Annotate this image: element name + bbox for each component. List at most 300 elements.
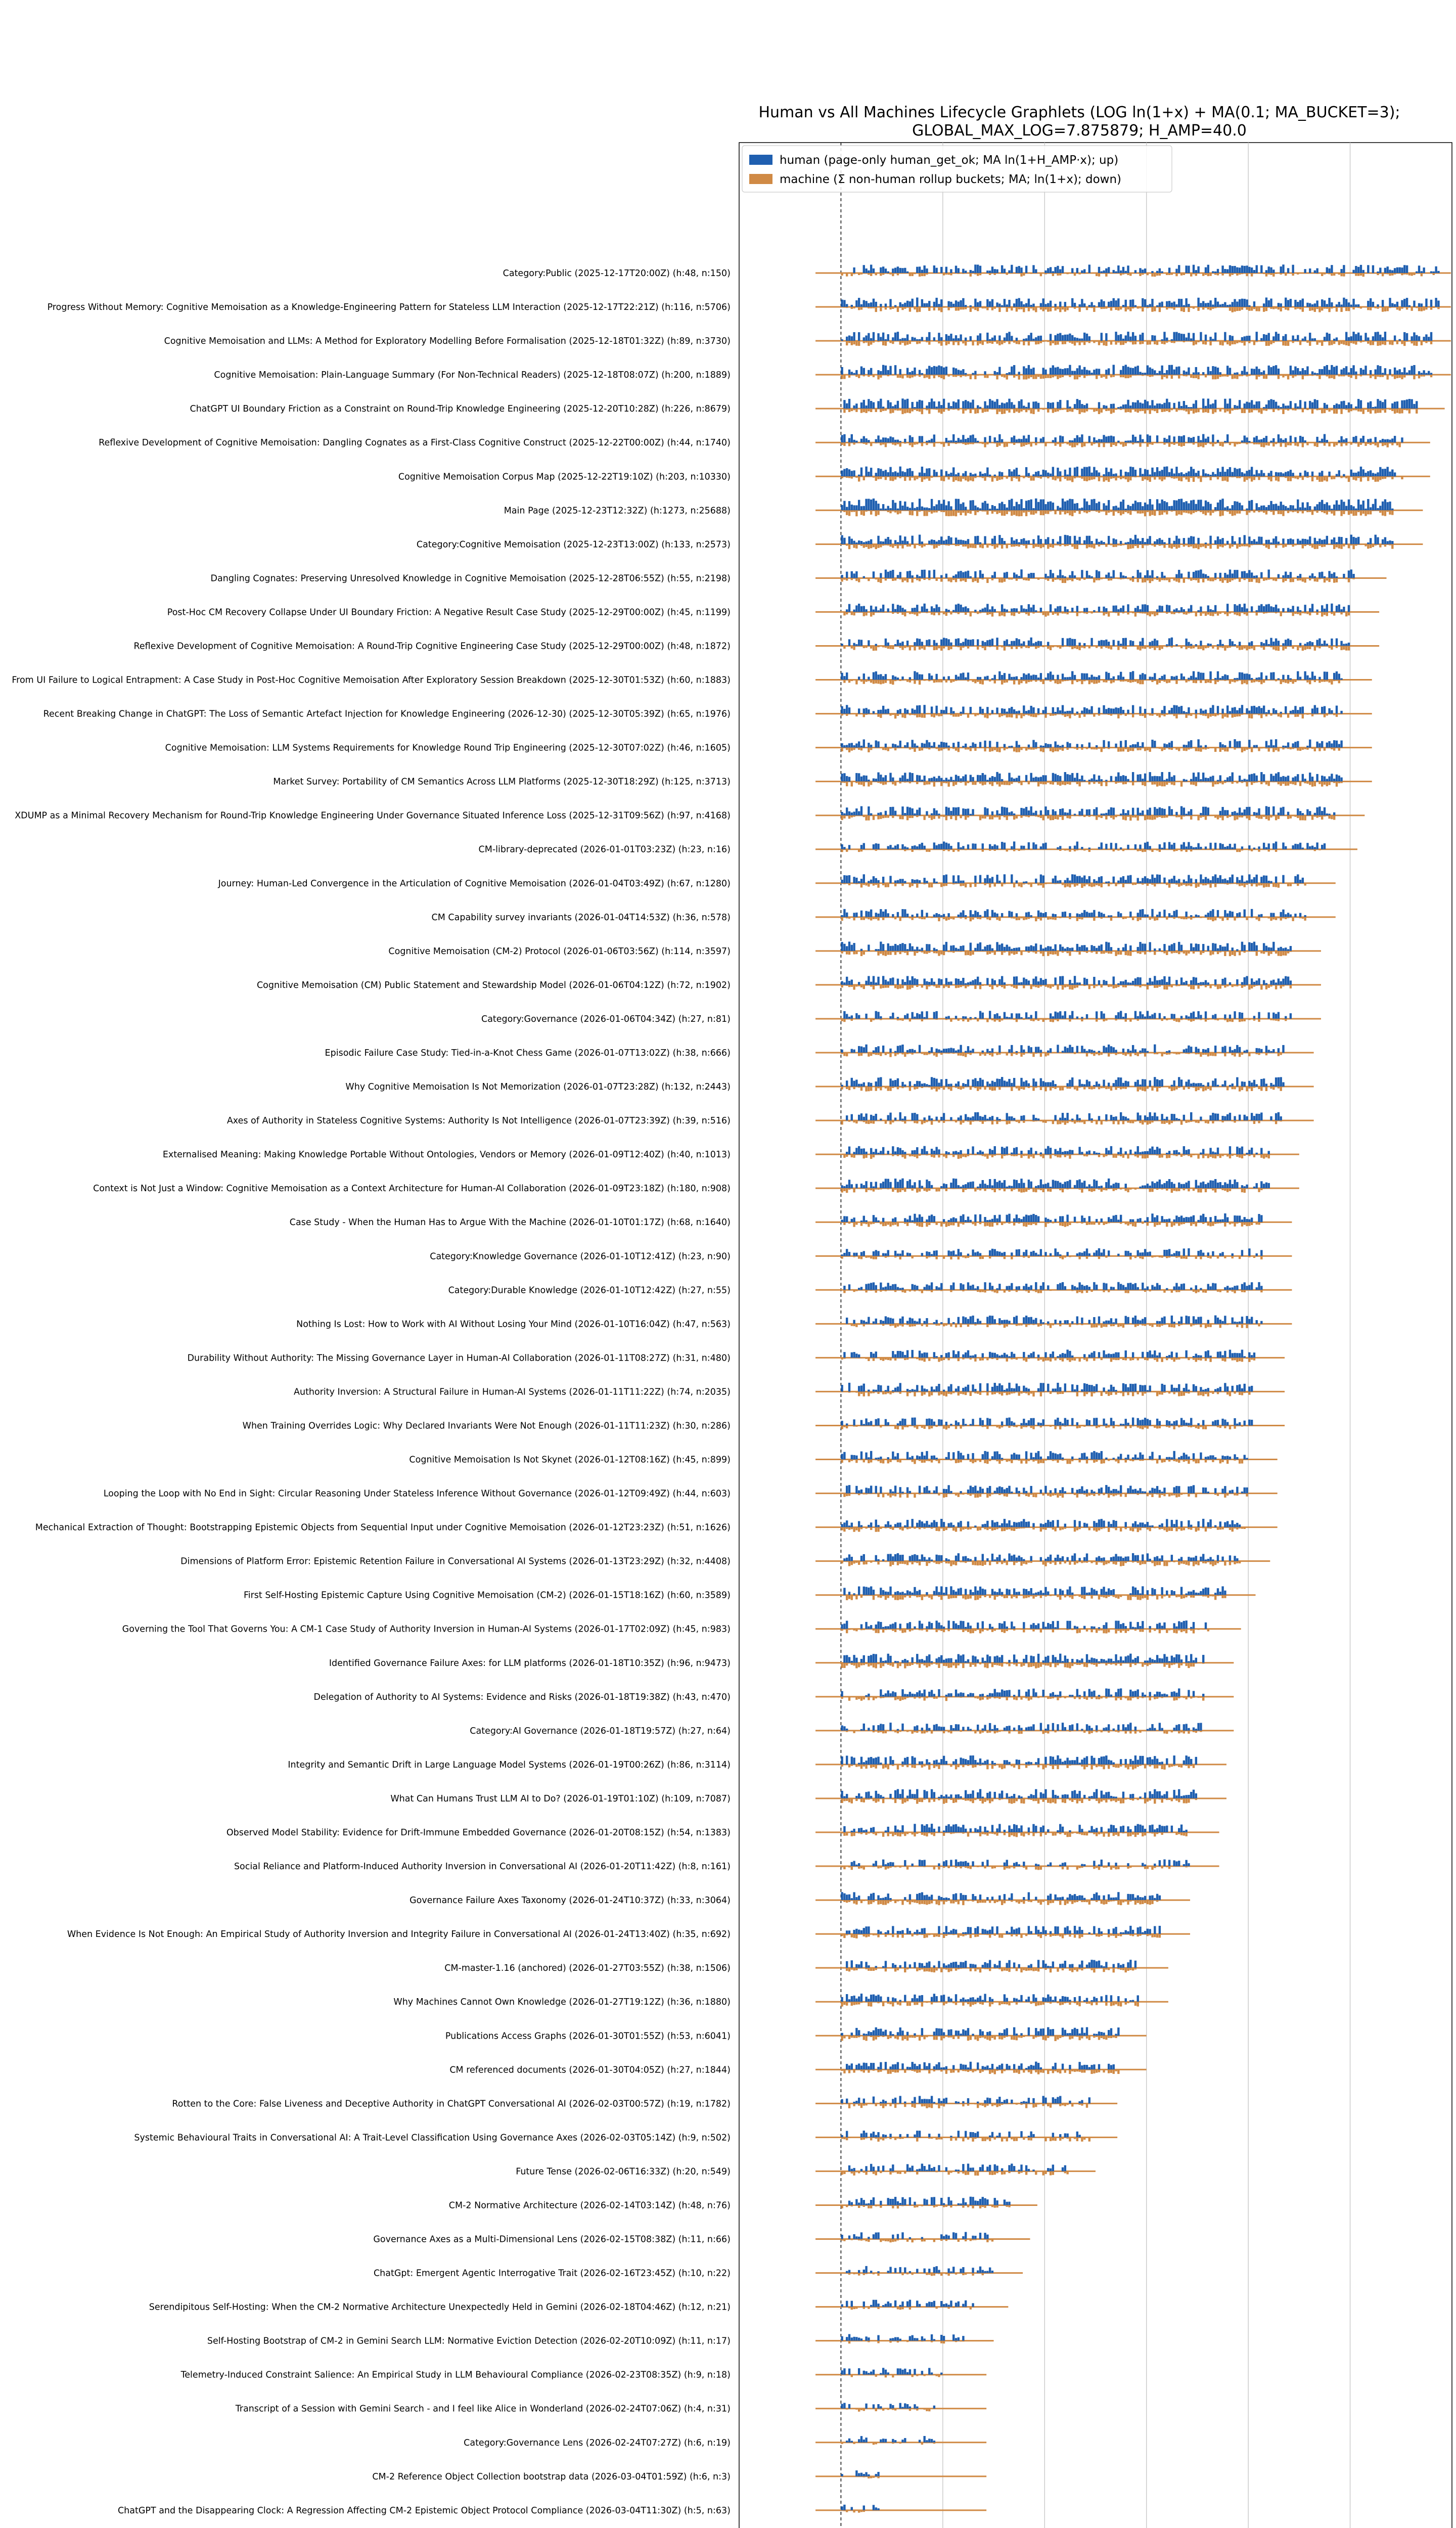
machine-bar <box>1280 476 1282 477</box>
machine-bar <box>1117 476 1119 478</box>
human-bar <box>1115 506 1117 510</box>
machine-bar <box>1127 578 1129 579</box>
human-bar <box>1159 678 1161 680</box>
human-bar <box>1168 435 1170 442</box>
human-bar <box>899 441 901 442</box>
machine-bar <box>914 409 916 410</box>
machine-bar <box>1370 375 1372 378</box>
human-bar <box>1101 272 1103 273</box>
machine-bar <box>1297 612 1299 614</box>
machine-bar <box>1059 578 1061 580</box>
human-bar <box>1311 708 1313 713</box>
machine-bar <box>1292 273 1294 276</box>
machine-bar <box>1299 748 1301 751</box>
human-bar <box>1352 365 1354 375</box>
machine-bar <box>1006 375 1008 379</box>
machine-bar <box>1239 646 1241 650</box>
machine-bar <box>1214 409 1216 412</box>
machine-bar <box>998 341 1000 345</box>
human-bar <box>1396 371 1398 375</box>
human-bar <box>1101 439 1103 442</box>
machine-bar <box>1292 544 1294 547</box>
machine-bar <box>1239 273 1241 275</box>
machine-bar <box>1384 442 1386 445</box>
machine-bar <box>846 273 848 277</box>
human-bar <box>1318 677 1321 680</box>
human-bar <box>906 507 908 510</box>
human-bar <box>977 536 979 545</box>
human-bar <box>1306 746 1308 748</box>
human-bar <box>1127 505 1129 511</box>
machine-bar <box>1132 476 1134 477</box>
human-bar <box>1122 305 1124 307</box>
human-bar <box>1331 539 1333 544</box>
machine-bar <box>1311 510 1313 515</box>
human-bar <box>885 674 887 680</box>
human-bar <box>1132 744 1134 748</box>
machine-bar <box>1105 341 1107 346</box>
machine-bar <box>1355 544 1357 546</box>
human-bar <box>1379 267 1381 273</box>
human-bar <box>1178 367 1180 375</box>
human-bar <box>1370 538 1372 544</box>
machine-bar <box>1377 442 1379 447</box>
machine-bar <box>1023 578 1025 580</box>
machine-bar <box>1110 646 1112 649</box>
human-bar <box>923 473 925 476</box>
human-bar <box>926 609 928 612</box>
machine-bar <box>1110 578 1112 580</box>
machine-bar <box>1125 341 1127 343</box>
machine-bar <box>1016 578 1018 580</box>
human-bar <box>1260 439 1262 442</box>
machine-bar <box>858 307 860 310</box>
human-bar <box>1357 267 1359 273</box>
machine-bar <box>1338 375 1340 376</box>
human-bar <box>1370 470 1372 476</box>
human-bar <box>1234 541 1236 545</box>
machine-bar <box>1062 748 1064 751</box>
human-bar <box>1290 572 1292 578</box>
human-bar <box>1304 671 1306 680</box>
human-bar <box>1151 271 1153 273</box>
human-bar <box>853 610 855 612</box>
machine-bar <box>1197 409 1199 412</box>
machine-bar <box>943 646 945 648</box>
machine-bar <box>1406 307 1408 309</box>
machine-bar <box>1001 341 1003 344</box>
human-bar <box>933 506 935 510</box>
machine-bar <box>977 510 979 512</box>
human-bar <box>1122 710 1124 714</box>
machine-bar <box>1350 375 1352 378</box>
machine-bar <box>1306 612 1308 614</box>
human-bar <box>1001 439 1003 443</box>
human-bar <box>880 573 882 578</box>
machine-bar <box>1013 409 1015 413</box>
human-bar <box>1285 506 1287 510</box>
machine-bar <box>1195 544 1197 548</box>
human-bar <box>846 304 848 307</box>
machine-bar <box>1064 714 1066 717</box>
human-bar <box>1166 744 1168 748</box>
machine-bar <box>1384 273 1386 274</box>
machine-bar <box>1023 375 1025 379</box>
machine-bar <box>1190 578 1192 580</box>
machine-bar <box>960 646 962 650</box>
machine-bar <box>904 612 906 616</box>
machine-bar <box>882 680 884 684</box>
machine-bar <box>928 409 930 414</box>
machine-bar <box>1311 748 1313 749</box>
machine-bar <box>935 680 937 683</box>
machine-bar <box>880 442 882 445</box>
machine-bar <box>958 476 960 481</box>
human-bar <box>1025 368 1027 375</box>
machine-bar <box>1195 273 1197 276</box>
human-bar <box>1006 304 1008 307</box>
machine-bar <box>1168 646 1170 647</box>
human-bar <box>1205 438 1207 442</box>
human-bar <box>970 402 972 409</box>
machine-bar <box>1071 409 1073 412</box>
human-bar <box>1132 402 1134 409</box>
human-bar <box>1328 472 1330 477</box>
machine-bar <box>931 714 933 717</box>
human-bar <box>1059 570 1061 578</box>
human-bar <box>970 746 972 747</box>
human-bar <box>1226 675 1228 680</box>
human-bar <box>1144 674 1146 680</box>
machine-bar <box>1156 612 1158 615</box>
machine-bar <box>1278 476 1280 481</box>
human-bar <box>1209 475 1211 476</box>
human-bar <box>1297 710 1299 713</box>
human-bar <box>870 539 872 545</box>
machine-bar <box>1430 341 1432 344</box>
human-bar <box>1129 300 1131 307</box>
human-bar <box>1050 334 1052 341</box>
human-bar <box>894 644 896 646</box>
human-bar <box>1379 366 1381 375</box>
machine-bar <box>1226 476 1228 481</box>
human-bar <box>1394 402 1396 409</box>
human-bar <box>1013 540 1015 544</box>
machine-bar <box>1302 646 1304 650</box>
machine-bar <box>1202 578 1204 582</box>
machine-bar <box>1362 273 1364 277</box>
human-bar <box>1219 472 1221 476</box>
human-bar <box>921 642 923 646</box>
machine-bar <box>1219 544 1221 547</box>
machine-bar <box>1265 748 1267 749</box>
machine-bar <box>1030 307 1032 308</box>
machine-bar <box>1171 307 1173 308</box>
machine-bar <box>1197 646 1199 649</box>
human-bar <box>1069 743 1071 748</box>
machine-bar <box>1090 476 1093 480</box>
human-bar <box>1340 436 1342 442</box>
human-bar <box>1168 301 1170 307</box>
machine-bar <box>1224 442 1226 443</box>
human-bar <box>1090 638 1093 646</box>
machine-bar <box>1224 646 1226 650</box>
human-bar <box>1081 404 1083 409</box>
human-bar <box>1059 606 1061 612</box>
machine-bar <box>943 375 945 379</box>
machine-bar <box>1066 578 1068 580</box>
human-bar <box>1117 407 1119 409</box>
machine-bar <box>909 714 911 715</box>
human-bar <box>1047 642 1049 646</box>
machine-bar <box>970 544 972 548</box>
machine-bar <box>877 476 879 479</box>
machine-bar <box>1413 273 1415 275</box>
machine-bar <box>998 409 1000 412</box>
machine-bar <box>1236 409 1238 410</box>
machine-bar <box>1161 476 1163 481</box>
machine-bar <box>1078 578 1080 580</box>
machine-bar <box>1248 748 1250 749</box>
human-bar <box>996 707 998 713</box>
human-bar <box>1324 403 1326 409</box>
machine-bar <box>868 510 870 511</box>
human-bar <box>1328 334 1330 341</box>
machine-bar <box>912 375 914 377</box>
human-bar <box>1008 399 1010 409</box>
human-bar <box>1384 439 1386 442</box>
machine-bar <box>1052 442 1054 443</box>
machine-bar <box>906 409 908 413</box>
machine-bar <box>1435 273 1437 274</box>
human-bar <box>855 505 857 510</box>
human-bar <box>1232 708 1234 714</box>
machine-bar <box>1050 341 1052 345</box>
human-bar <box>955 266 957 273</box>
machine-bar <box>1188 510 1190 513</box>
machine-bar <box>1202 510 1204 514</box>
machine-bar <box>1190 612 1192 613</box>
human-bar <box>1122 575 1124 578</box>
machine-bar <box>940 578 942 581</box>
human-bar <box>1336 501 1338 511</box>
human-bar <box>1403 299 1405 307</box>
human-bar <box>1093 467 1095 477</box>
machine-bar <box>977 273 979 276</box>
human-bar <box>882 407 884 409</box>
machine-bar <box>996 748 998 752</box>
human-bar <box>1178 473 1180 477</box>
machine-bar <box>1372 544 1374 547</box>
machine-bar <box>1219 375 1221 377</box>
machine-bar <box>935 510 937 512</box>
human-bar <box>1372 302 1374 307</box>
human-bar <box>1052 402 1054 409</box>
human-bar <box>1435 298 1437 307</box>
machine-bar <box>1028 510 1030 512</box>
machine-bar <box>1318 578 1321 579</box>
human-bar <box>1037 708 1039 714</box>
machine-bar <box>1221 375 1223 377</box>
machine-bar <box>1205 375 1207 377</box>
human-bar <box>1226 269 1228 273</box>
machine-bar <box>1076 375 1078 379</box>
machine-bar <box>1129 341 1131 342</box>
machine-bar <box>1209 442 1211 444</box>
machine-bar <box>1115 341 1117 345</box>
machine-bar <box>994 680 996 684</box>
human-bar <box>960 643 962 646</box>
human-bar <box>1217 706 1219 713</box>
machine-bar <box>1052 375 1054 377</box>
machine-bar <box>1280 544 1282 545</box>
machine-bar <box>1018 680 1020 685</box>
machine-bar <box>1064 612 1066 613</box>
machine-bar <box>1336 409 1338 414</box>
human-bar <box>1137 400 1139 409</box>
machine-bar <box>1059 307 1061 312</box>
human-bar <box>1163 373 1165 375</box>
machine-bar <box>967 544 969 548</box>
machine-bar <box>889 714 891 716</box>
human-bar <box>1166 399 1168 409</box>
human-bar <box>1370 439 1372 443</box>
human-bar <box>1197 672 1199 680</box>
human-bar <box>892 337 894 341</box>
machine-bar <box>873 646 875 651</box>
machine-bar <box>1149 341 1151 344</box>
machine-bar <box>1234 612 1236 614</box>
machine-bar <box>1214 273 1216 275</box>
human-bar <box>1306 539 1308 544</box>
machine-bar <box>1394 375 1396 379</box>
human-bar <box>1078 400 1080 409</box>
machine-bar <box>1272 646 1275 649</box>
human-bar <box>1052 503 1054 510</box>
machine-bar <box>1101 476 1103 477</box>
human-bar <box>1302 706 1304 713</box>
machine-bar <box>1340 646 1342 650</box>
machine-bar <box>1168 680 1170 683</box>
machine-bar <box>1394 273 1396 275</box>
machine-bar <box>1384 510 1386 516</box>
human-bar <box>1251 369 1253 375</box>
human-bar <box>970 501 972 511</box>
human-bar <box>1278 541 1280 544</box>
machine-bar <box>1352 341 1354 344</box>
human-bar <box>1078 366 1080 375</box>
machine-bar <box>1069 578 1071 580</box>
machine-bar <box>1161 341 1163 344</box>
machine-bar <box>1132 375 1134 376</box>
machine-bar <box>1134 341 1136 344</box>
machine-bar <box>1302 612 1304 613</box>
machine-bar <box>974 612 976 613</box>
machine-bar <box>1275 307 1277 309</box>
human-bar <box>991 575 993 578</box>
machine-bar <box>882 612 884 613</box>
machine-bar <box>912 748 914 749</box>
machine-bar <box>1156 341 1158 345</box>
machine-bar <box>1338 680 1340 684</box>
machine-bar <box>991 578 993 580</box>
human-bar <box>1207 398 1209 409</box>
human-bar <box>1071 571 1073 578</box>
human-bar <box>1188 609 1190 612</box>
human-bar <box>998 671 1000 680</box>
human-bar <box>1340 609 1342 612</box>
machine-bar <box>1125 409 1127 413</box>
human-bar <box>1355 436 1357 442</box>
human-bar <box>986 640 988 646</box>
machine-bar <box>1185 273 1187 274</box>
machine-bar <box>1144 273 1146 274</box>
machine-bar <box>1040 714 1042 715</box>
machine-bar <box>996 341 998 344</box>
machine-bar <box>1364 409 1367 410</box>
machine-bar <box>1232 341 1234 344</box>
human-bar <box>1103 503 1105 510</box>
machine-bar <box>1314 442 1316 446</box>
machine-bar <box>1161 578 1163 580</box>
human-bar <box>1120 707 1122 714</box>
human-bar <box>1183 609 1185 612</box>
human-bar <box>1125 740 1127 748</box>
machine-bar <box>984 714 986 718</box>
human-bar <box>958 742 960 748</box>
machine-bar <box>1004 375 1006 378</box>
human-bar <box>1372 504 1374 511</box>
machine-bar <box>1127 748 1129 752</box>
machine-bar <box>1001 375 1003 377</box>
human-bar <box>873 499 875 510</box>
human-bar <box>1139 572 1141 578</box>
machine-bar <box>897 442 899 444</box>
machine-bar <box>1142 510 1144 513</box>
human-bar <box>880 469 882 476</box>
human-bar <box>1004 641 1006 646</box>
machine-bar <box>904 646 906 648</box>
human-bar <box>1050 474 1052 477</box>
human-bar <box>998 535 1000 544</box>
human-bar <box>958 571 960 578</box>
machine-bar <box>991 612 993 616</box>
human-bar <box>887 537 889 544</box>
machine-bar <box>950 273 952 276</box>
human-bar <box>955 368 957 375</box>
machine-bar <box>892 510 894 511</box>
human-bar <box>892 604 894 612</box>
machine-bar <box>1413 341 1415 345</box>
human-bar <box>931 439 933 443</box>
human-bar <box>848 399 850 409</box>
human-bar <box>962 707 964 714</box>
human-bar <box>1175 501 1177 511</box>
human-bar <box>1035 675 1037 680</box>
machine-bar <box>1050 748 1052 751</box>
machine-bar <box>1163 714 1165 716</box>
human-bar <box>1062 575 1064 578</box>
human-bar <box>935 505 937 511</box>
machine-bar <box>1328 409 1330 412</box>
machine-bar <box>1205 476 1207 477</box>
machine-bar <box>1004 612 1006 616</box>
machine-bar <box>899 476 901 478</box>
human-bar <box>851 538 853 544</box>
machine-bar <box>1188 544 1190 547</box>
machine-bar <box>1311 646 1313 647</box>
human-bar <box>1205 745 1207 748</box>
